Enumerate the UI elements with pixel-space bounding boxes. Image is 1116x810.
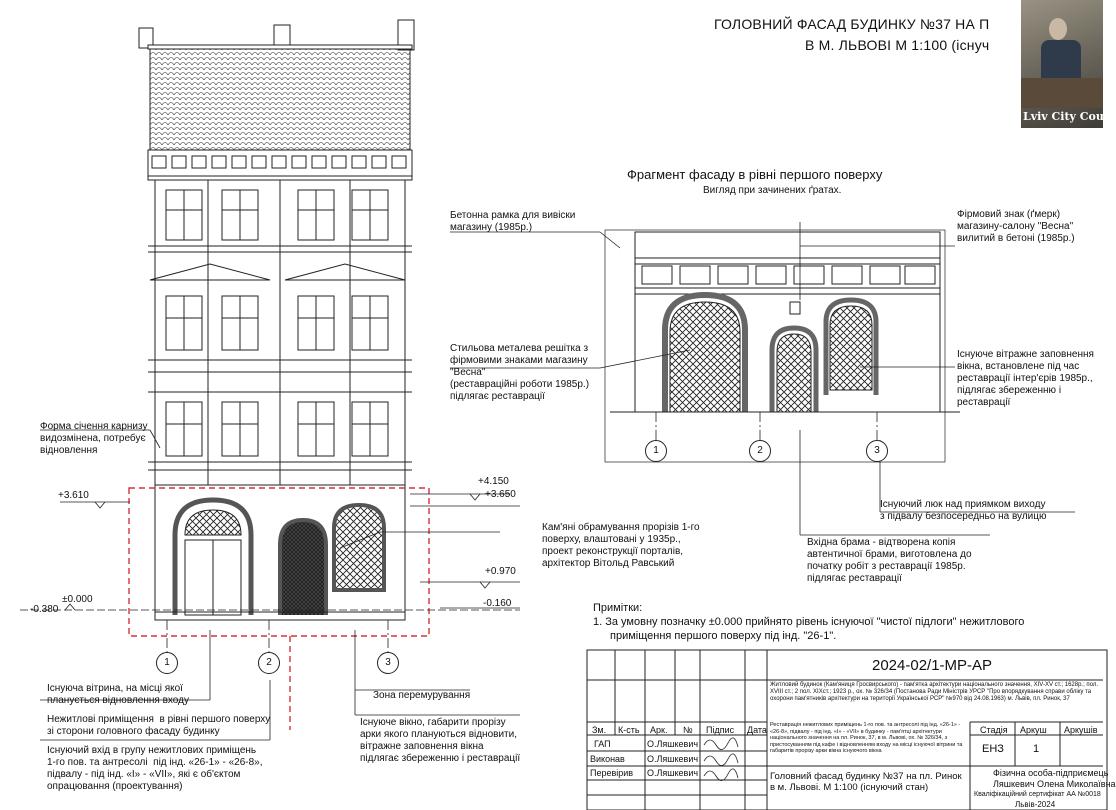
col-kst: К-сть: [618, 725, 640, 735]
annotation-entrance: Існуючий вхід в групу нежитлових приміщень 1-го пов. та антресолі під інд. «26-1» - «26-8», підвалу - під інд. «І» - «VII», які є об'єктом опрацювання (проектування): [47, 745, 263, 792]
role-gap: ГАП: [594, 739, 611, 749]
stage-header: Стадія: [980, 725, 1008, 735]
level-minus-0160: -0.160: [483, 598, 512, 609]
sheet-title-line2: В М. ЛЬВОВІ М 1:100 (існуч: [805, 37, 990, 53]
annotation-wetting-zone: Зона перемурування: [373, 690, 471, 701]
annotation-stone-frames: Кам'яні обрамування прорізів 1-го поверху, влаштовані у 1935р., проект реконструкції порталів, архітектор Вітольд Равський: [542, 522, 700, 569]
project-work: Реставрація нежитлових приміщень 1-го пов. та антресолі під інд. «26-1» - «26-8», підвалу - під інд. «І» - «VII» в будинку - пам'ятці архітектури національного значення на пл. Ринок, 37, в м. Львові, ох. № 326/34, з пристосуванням під кафе і відновленням входу на місці існуючої вітрини та габаритів прорізу арки вікна існуючого вікна: [770, 722, 963, 754]
axis-marker-1: 1: [156, 652, 178, 674]
notes-line2: приміщення першого поверху під інд. "26-1".: [610, 630, 837, 642]
col-no: №: [683, 725, 693, 735]
annotation-showcase: Існуюча вітрина, на місці якої планується відновлення входу: [47, 683, 189, 706]
level-3650: +3.650: [485, 489, 516, 500]
fragment-title: Фрагмент фасаду в рівні першого поверху: [627, 167, 883, 182]
annotation-nonres-premises: Нежитлові приміщення в рівні першого поверху зі сторони головного фасаду будинку: [47, 714, 271, 737]
annotation-cornice: Форма січення карнизу видозмінена, потребує відновлення: [40, 421, 148, 456]
sheet-name: Головний фасад будинку №37 на пл. Ринок в м. Львові. М 1:100 (існуючий стан): [770, 771, 962, 793]
col-signature: Підпис: [706, 725, 735, 735]
level-4150: +4.150: [478, 476, 509, 487]
fragment-axis-marker-1: 1: [645, 440, 667, 462]
notes-heading: Примітки:: [593, 602, 643, 614]
role-checked: Перевірив: [590, 768, 634, 778]
name-gap: О.Ляшкевич: [647, 739, 699, 749]
project-code: 2024-02/1-МР-АР: [872, 657, 993, 674]
annotation-metal-grill: Стильова металева решітка з фірмовими знаками магазину "Весна" (реставраційні роботи 1985р.) підлягає реставрації: [450, 343, 590, 402]
org-line3: Кваліфікаційний сертифікат АА №0018: [974, 791, 1101, 798]
level-minus-0380: -0.380: [30, 604, 59, 615]
stage-value: ЕНЗ: [982, 743, 1004, 755]
fragment-blocks: [642, 266, 935, 284]
fragment-subtitle: Вигляд при зачинених ґратах.: [703, 185, 842, 196]
col-date: Дата: [747, 725, 767, 735]
role-executed: Виконав: [590, 754, 625, 764]
sheet-value: 1: [1033, 743, 1040, 755]
main-facade: [139, 20, 414, 620]
sheets-header: Аркушів: [1064, 725, 1098, 735]
level-3610: +3.610: [58, 490, 89, 501]
fragment-axis-marker-3: 3: [866, 440, 888, 462]
level-0970: +0.970: [485, 566, 516, 577]
windows-floor-3: [166, 296, 388, 350]
fragment-facade: [610, 232, 960, 412]
name-checked: О.Ляшкевич: [647, 768, 699, 778]
sheet-title-line1: ГОЛОВНИЙ ФАСАД БУДИНКУ №37 НА П: [714, 16, 990, 32]
fragment-axis-marker-2: 2: [749, 440, 771, 462]
annotation-brand-sign: Фірмовий знак (ґмерк) магазину-салону "Весна" вилитий в бетоні (1985р.): [957, 209, 1075, 244]
cornice-blocks: [152, 156, 406, 168]
axis-marker-2: 2: [258, 652, 280, 674]
level-zero: ±0.000: [62, 594, 93, 605]
col-zm: Зм.: [592, 725, 607, 735]
fragment-frame: [605, 230, 945, 462]
name-executed: О.Ляшкевич: [647, 754, 699, 764]
org-line4: Львів-2024: [1015, 800, 1056, 809]
annotation-existing-window: Існуюче вікно, габарити прорізу арки якого плануються відновити, вітражне заповнення вікна підлягає збереженню і реставрації: [360, 717, 521, 764]
signatures: [704, 738, 738, 781]
windows-floor-4: [166, 190, 388, 240]
project-description: Житловий будинок (Кам'яниця Гросвирського) - пам'ятка архітектури національного значення, XIV-XV ст.; 1628р.; пол. XVIII ст.; 2 пол. ХІХст.; 1923 р., ох. № 326/34 (Постанова Ради Міністрів УРСР "Про впорядкування справи обліку та охорони пам'ятників архітектури на території Української РСР" №970 від 24.08.1963) м. Львів, пл. Ринок, 37: [770, 682, 1099, 702]
annotation-stained-glass: Існуюче вітражне заповнення вікна, встановлене під час реставрації інтер'єрів 1985р., підлягає збереженню і реставрації: [957, 349, 1094, 408]
annotation-concrete-frame: Бетонна рамка для вивіски магазину (1985р.): [450, 210, 576, 233]
col-ark: Арк.: [650, 725, 668, 735]
org-line2: Ляшкевич Олена Миколаївна: [993, 779, 1116, 789]
annotation-gate: Вхідна брама - відтворена копія автентичної брами, виготовлена до початку робіт з реставрації 1985р. підлягає реставрації: [807, 537, 972, 584]
video-caption: Lviv City Cou: [1023, 110, 1104, 123]
org-line1: Фізична особа-підприємець: [993, 768, 1109, 778]
notes-line1: 1. За умовну позначку ±0.000 прийнято рівень існуючої "чистої підлоги" нежитлового: [593, 616, 1025, 628]
axis-marker-3: 3: [377, 652, 399, 674]
sheet-header: Аркуш: [1020, 725, 1047, 735]
windows-floor-2: [166, 402, 388, 456]
annotation-hatch: Існуючий люк над приямком виходу з підвалу безпосередньо на вулицю: [880, 499, 1047, 522]
